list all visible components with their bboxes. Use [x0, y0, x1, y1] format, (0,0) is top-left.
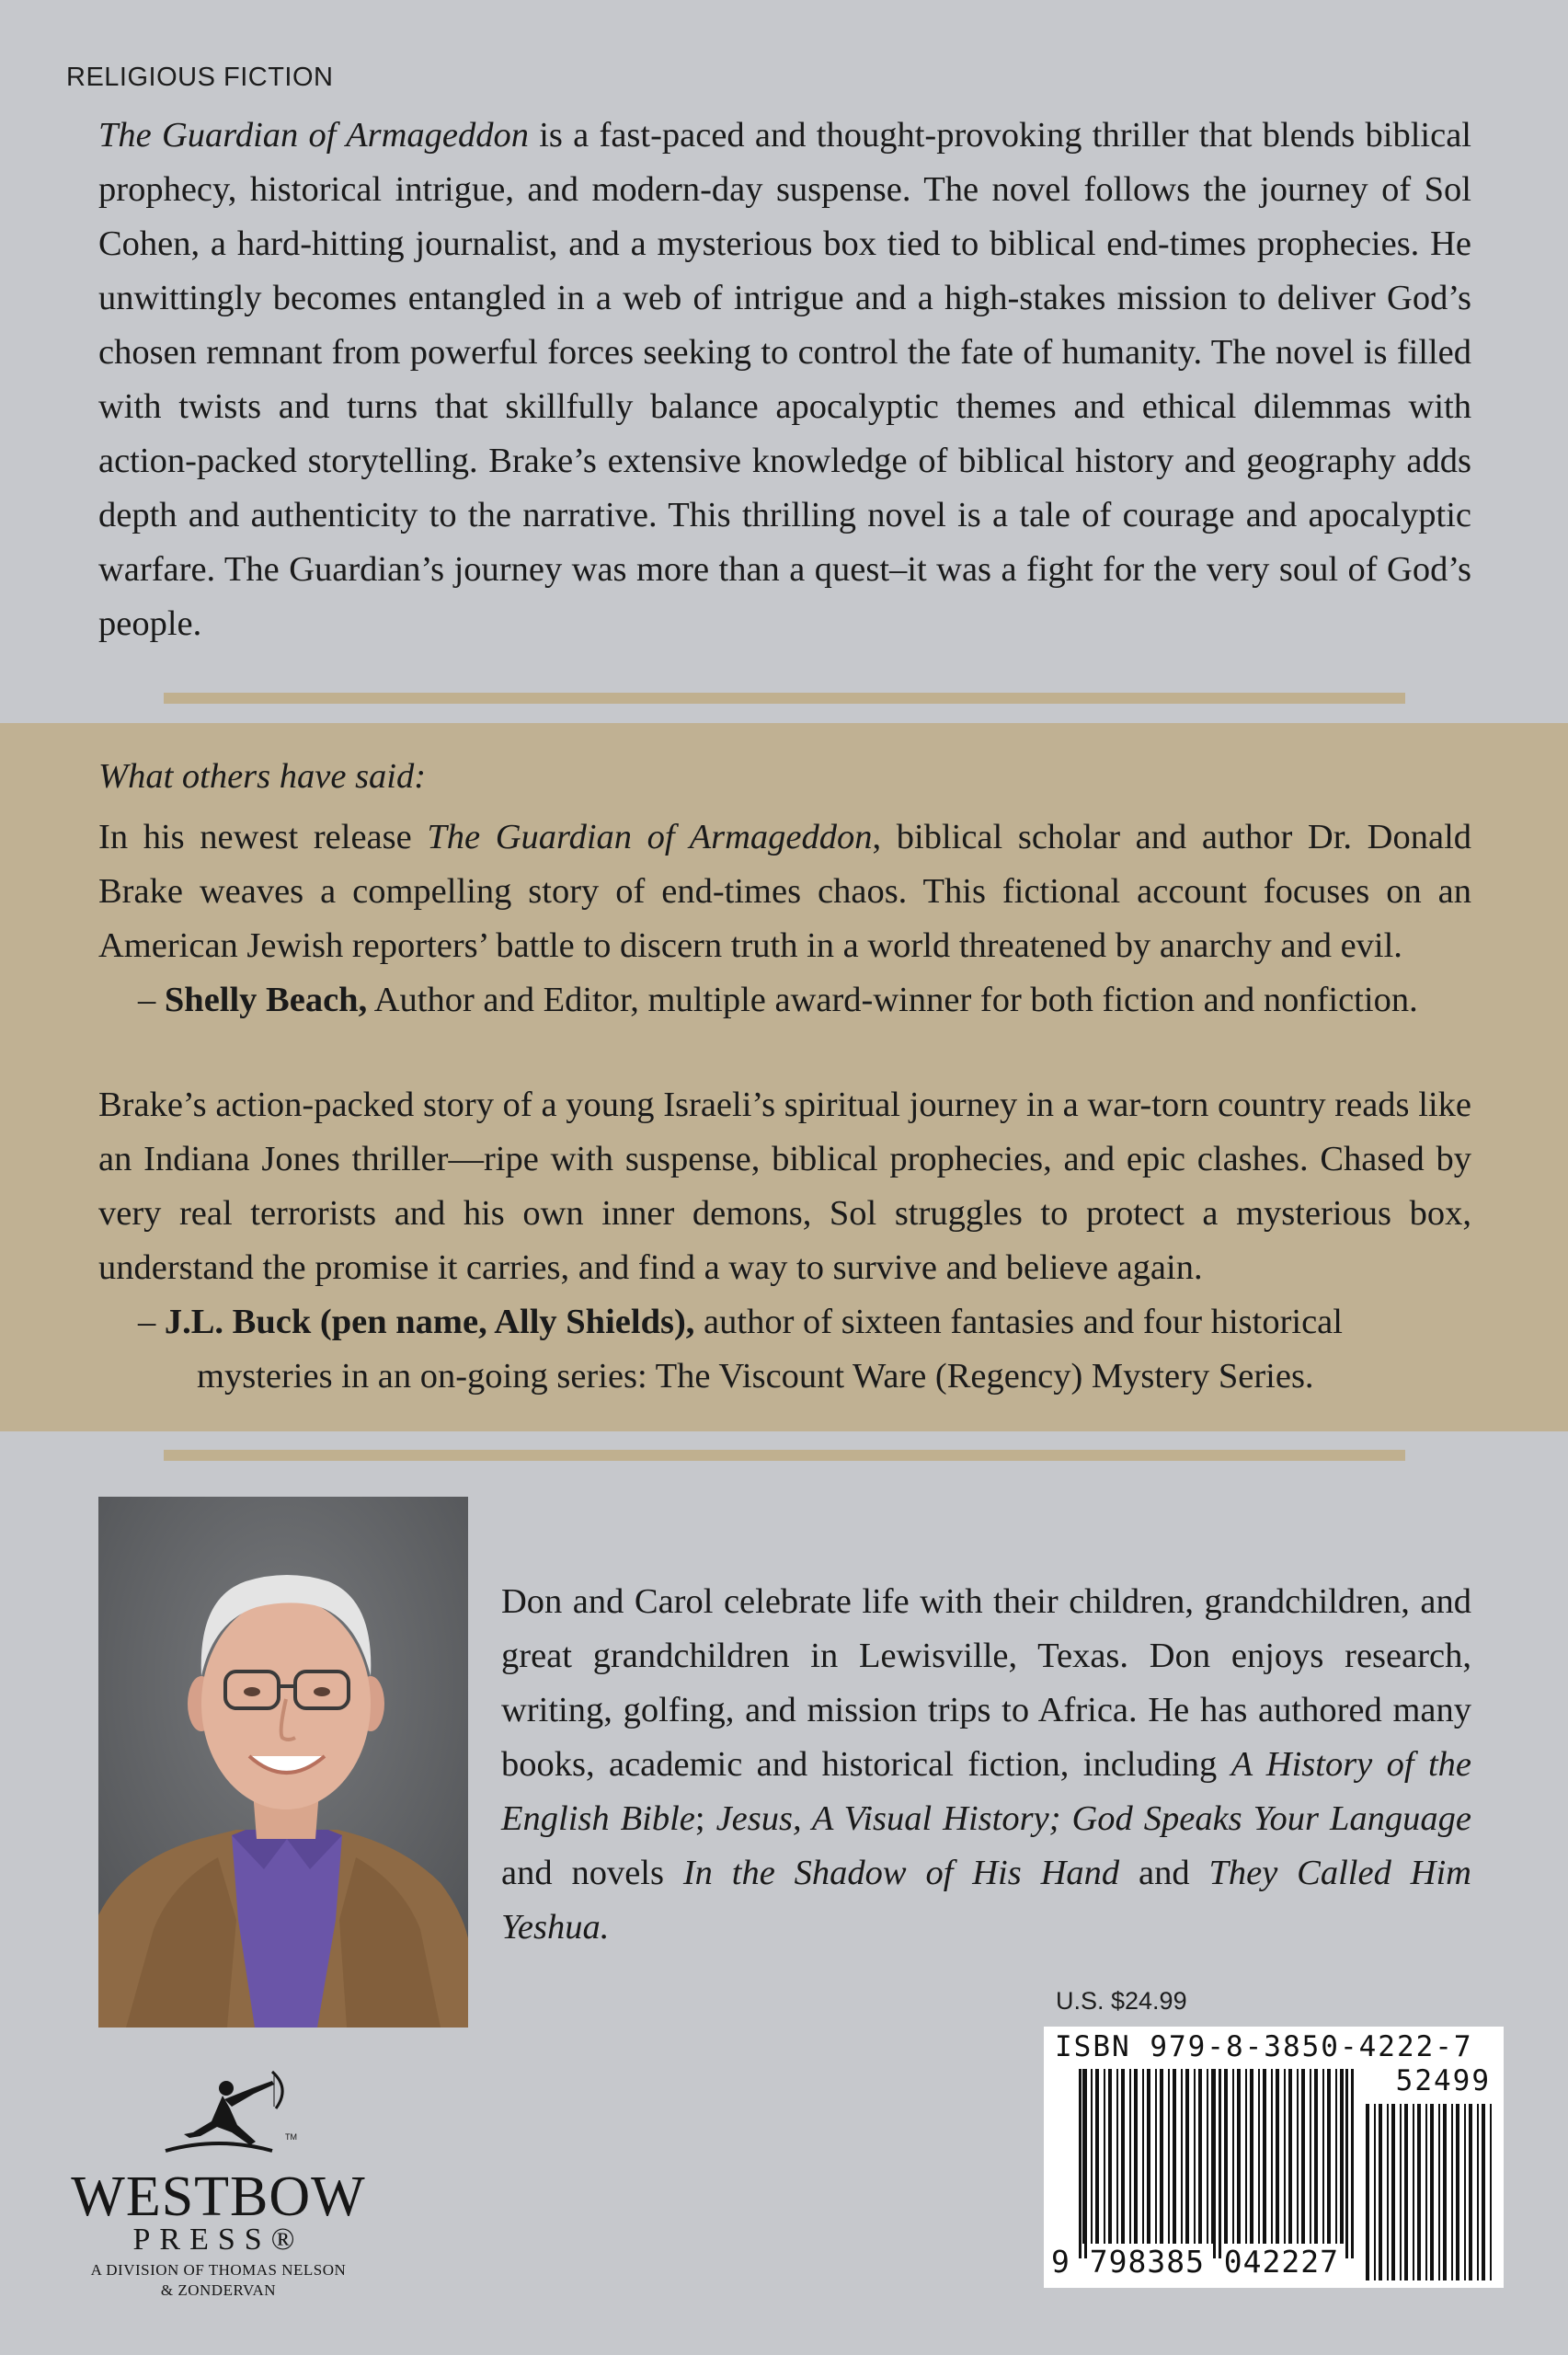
- barcode-bar: [1438, 2104, 1440, 2280]
- barcode-bar: [1108, 2069, 1112, 2244]
- quote1-book-title: The Guardian of Armageddon: [427, 818, 873, 856]
- archer-icon: [55, 2068, 382, 2169]
- barcode-bar: [1250, 2069, 1253, 2244]
- barcode-bar: [1379, 2104, 1382, 2280]
- attr2-name: J.L. Buck (pen name, Ally Shields),: [164, 1303, 695, 1341]
- isbn-barcode: [1044, 2027, 1504, 2288]
- barcode-bar: [1400, 2104, 1402, 2280]
- barcode-bar: [1232, 2069, 1234, 2244]
- barcode-bar: [1327, 2069, 1331, 2244]
- barcode-bar: [1425, 2104, 1427, 2280]
- barcode-bar: [1155, 2069, 1157, 2244]
- barcode-guard-bar: [1213, 2069, 1216, 2258]
- praise-attribution-1: [138, 973, 1471, 1028]
- attr1-name: Shelly Beach,: [164, 981, 368, 1019]
- barcode-bar: [1464, 2104, 1466, 2280]
- barcode-bar: [1490, 2104, 1492, 2280]
- barcode-guard-bar: [1079, 2069, 1082, 2258]
- barcode-bar: [1387, 2104, 1389, 2280]
- publisher-logo: [55, 2068, 382, 2307]
- blurb-text: is a fast-paced and thought-provoking thriller that blends biblical prophecy, historical intrigue, and modern-day suspense. The novel follows the journey of Sol Cohen, a hard-hitting journalist, and a mysterious box tied to biblical end-times prophecies. He unwittingly becomes entangled in a web of intrigue and a high-stakes mission to deliver God’s chosen remnant from powerful forces seeking to control the fate of humanity. The novel is filled with twists and turns that skillfully balance apocalyptic themes and ethical dilemmas with action-packed storytelling. Brake’s extensive knowledge of biblical history and geography adds depth and authenticity to the narrative. This thrilling novel is a tale of courage and apocalyptic warfare. The Guardian’s journey was more than a quest–it was a fight for the very soul of God’s people.: [98, 116, 1471, 643]
- barcode-bar: [1121, 2069, 1125, 2244]
- author-photo: [98, 1497, 468, 2028]
- barcode-bar: [1404, 2104, 1408, 2280]
- barcode-bar: [1374, 2104, 1376, 2280]
- bio-separator: ;: [694, 1799, 716, 1838]
- barcode-guard-bar: [1351, 2069, 1354, 2258]
- blurb-book-title: The Guardian of Armageddon: [98, 116, 529, 155]
- attr2-dash: –: [138, 1303, 165, 1341]
- bio-book-3: In the Shadow of His Hand: [682, 1854, 1120, 1892]
- barcode-bar: [1335, 2069, 1337, 2244]
- barcode-bar: [1147, 2069, 1150, 2244]
- barcode-bar: [1297, 2069, 1299, 2244]
- barcode-bar: [1469, 2104, 1472, 2280]
- barcode-bar: [1207, 2069, 1208, 2244]
- publisher-press: PRESS®: [132, 2223, 304, 2257]
- barcode-bar: [1134, 2069, 1138, 2244]
- publisher-division-line1: A DIVISION OF THOMAS NELSON: [90, 2261, 347, 2279]
- barcode-bar: [1104, 2069, 1105, 2244]
- barcode-bar: [1301, 2069, 1305, 2244]
- isbn-text: ISBN 979-8-3850-4222-7: [1055, 2030, 1473, 2063]
- bio-book-2: Jesus, A Visual History; God Speaks Your Language: [715, 1799, 1471, 1838]
- barcode-bar: [1095, 2069, 1099, 2244]
- attr1-dash: –: [138, 981, 165, 1019]
- barcode-bar: [1443, 2104, 1447, 2280]
- barcode-bar: [1160, 2069, 1163, 2244]
- barcode-bar: [1091, 2069, 1093, 2244]
- barcode-bar: [1129, 2069, 1131, 2244]
- barcode-bar: [1456, 2104, 1459, 2280]
- barcode-bar: [1322, 2069, 1324, 2244]
- bio-and: and: [1119, 1854, 1209, 1892]
- barcode-bar: [1271, 2069, 1273, 2244]
- barcode-bar: [1181, 2069, 1183, 2244]
- barcode-bar: [1477, 2104, 1479, 2280]
- barcode-bar: [1314, 2069, 1318, 2244]
- praise-heading: What others have said:: [98, 757, 427, 796]
- barcode-bar: [1185, 2069, 1189, 2244]
- barcode-bar: [1288, 2069, 1292, 2244]
- barcode-bar: [1237, 2069, 1241, 2244]
- barcode-bar: [1430, 2104, 1434, 2280]
- barcode-bar: [1451, 2104, 1453, 2280]
- quote1-text: , biblical scholar and author Dr. Donald Brake weaves a compelling story of end-times chaos. This fictional account focuses on an American Jewish reporters’ battle to discern truth in a world threatened by anarchy and evil.: [98, 818, 1472, 965]
- barcode-bar: [1168, 2069, 1170, 2244]
- attr2-credit: author of sixteen fantasies and four historical mysteries in an on-going series: The Viscount Ware (Regency) Mystery Series.: [197, 1303, 1343, 1396]
- author-portrait-illustration: [98, 1497, 468, 2028]
- barcode-bar: [1142, 2069, 1144, 2244]
- barcode-bar: [1310, 2069, 1311, 2244]
- barcode-bar: [1194, 2069, 1196, 2244]
- barcode-bar: [1417, 2104, 1421, 2280]
- barcode-bar: [1276, 2069, 1279, 2244]
- barcode-bar: [1245, 2069, 1247, 2244]
- barcode-bar: [1258, 2069, 1260, 2244]
- barcode-bar: [1224, 2069, 1228, 2244]
- publisher-name: WESTBOW: [71, 2165, 366, 2228]
- barcode-guard-bar: [1219, 2069, 1221, 2258]
- ean-digits: 9 798385 042227: [1051, 2244, 1340, 2280]
- praise-quote-1: [98, 810, 1471, 973]
- price-code: 52499: [1395, 2064, 1491, 2097]
- barcode-bar: [1173, 2069, 1176, 2244]
- praise-quote-2: Brake’s action-packed story of a young Israeli’s spiritual journey in a war-torn country reads like an Indiana Jones thriller—ripe with suspense, biblical prophecies, and epic clashes. Chased by very real terrorists and his own inner demons, Sol struggles to protect a mysterious box, understand the promise it carries, and find a way to survive and believe again.: [98, 1086, 1471, 1287]
- barcode-bar: [1198, 2069, 1202, 2244]
- attr1-credit: Author and Editor, multiple award-winner for both fiction and nonfiction.: [367, 981, 1418, 1019]
- price-label: U.S. $24.99: [1056, 1987, 1187, 2015]
- bio-book-1: A History of the English Bible: [501, 1745, 1471, 1838]
- barcode-guard-bar: [1084, 2069, 1087, 2258]
- publisher-division-line2: & ZONDERVAN: [160, 2281, 277, 2299]
- barcode-bar: [1482, 2104, 1485, 2280]
- barcode-bar: [1391, 2104, 1395, 2280]
- blurb-paragraph: [98, 109, 1471, 651]
- bio-book-4: They Called Him Yeshua.: [501, 1854, 1471, 1947]
- barcode-bar: [1116, 2069, 1118, 2244]
- bio-mid: and novels: [501, 1854, 683, 1892]
- barcode-bar: [1340, 2069, 1344, 2244]
- divider-rule-bottom: [164, 1450, 1405, 1461]
- category-label: RELIGIOUS FICTION: [66, 63, 334, 92]
- barcode-bar: [1284, 2069, 1286, 2244]
- bio-text: Don and Carol celebrate life with their children, grandchildren, and great grandchildren in Lewisville, Texas. Don enjoys research, writing, golfing, and mission trips to Africa. He has authored many books, academic and historical fiction, including: [501, 1582, 1471, 1784]
- barcode-guard-bar: [1345, 2069, 1348, 2258]
- divider-rule-top: [164, 693, 1405, 704]
- barcode-bar: [1413, 2104, 1414, 2280]
- trademark-mark: TM: [285, 2132, 297, 2142]
- quote1-lead: In his newest release: [98, 818, 428, 856]
- barcode-bar: [1366, 2104, 1369, 2280]
- author-bio: [501, 1575, 1471, 1955]
- praise-attribution-2: [138, 1295, 1471, 1404]
- barcode-bar: [1263, 2069, 1266, 2244]
